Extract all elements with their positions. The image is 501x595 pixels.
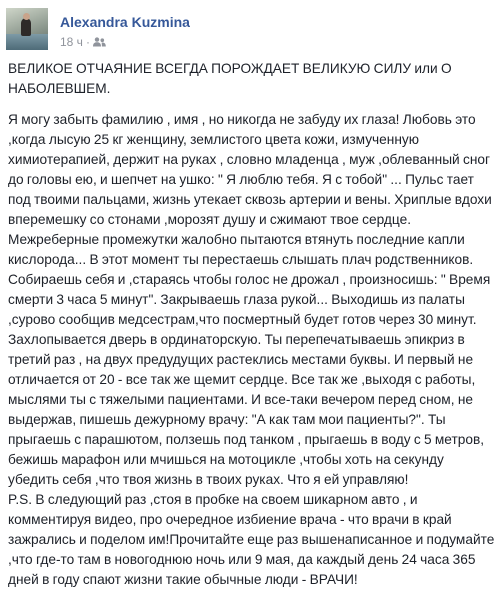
avatar-figure bbox=[21, 18, 31, 36]
friends-icon[interactable] bbox=[93, 37, 106, 47]
author-avatar[interactable] bbox=[6, 8, 48, 50]
post-headline: ВЕЛИКОЕ ОТЧАЯНИЕ ВСЕГДА ПОРОЖДАЕТ ВЕЛИКУЮ СИЛУ или О НАБОЛЕВШЕМ. bbox=[8, 61, 452, 96]
post-paragraph-main: Я могу забыть фамилию , имя , но никогда не забуду их глаза! Любовь это ,когда лысую 25 кг женщину, землистого цвета кожи, измученную химиотерапией, держит на руках , словно младенца , муж ,облеванный сног до головы ею, и шепчет на ушко: " Я люблю тебя. Я с тобой" ... Пульс тает под твоими пальцами, жизнь утекает сквозь артерии и вены. Хриплые вдохи вперемешку со стонами ,морозят душу и сжимают твое сердце. Межреберные промежутки жалобно пытаются втянуть последние капли кислорода... В этот момент ты перестаешь слышать плач родственников. Собираешь себя и ,стараясь чтобы голос не дрожал , произносишь: " Время смерти 3 часа 5 минут". Закрываешь глаза рукой... Выходишь из палаты ,сурово сообщив медсестрам,что посмертный будет готов через 30 минут. Захлопывается дверь в ординаторскую. Ты перепечатываешь эпикриз в третий раз , на двух предудущих растеклись местами буквы. И первый не отличается от 20 - все так же щемит сердце. Все так же ,выходя с работы, мыслями ты с тяжелыми пациентами. И все-таки вечером перед сном, не выдержав, пишешь дежурному врачу: "А как там мои пациенты?". Ты прыгаешь с парашютом, ползешь под танком , прыгаешь в воду с 5 метров, бежишь марафон или мчишься на мотоцикле ,чтобы хоть на секунду убедить себя ,что твоя жизнь в твоих руках. Что я ей управляю! bbox=[8, 112, 492, 487]
author-name-link[interactable]: Alexandra Kuzmina bbox=[60, 14, 190, 30]
avatar-water bbox=[6, 34, 48, 50]
avatar-head bbox=[23, 13, 30, 20]
post-body bbox=[8, 59, 496, 590]
post-paragraph-ps: P.S. В следующий раз ,стоя в пробке на своем шикарном авто , и комментируя видео, про очередное избиение врача - что врачи в край зажрались и поделом им!Прочитайте еще раз вышенаписанное и подумайте ,что где-то там в новогоднюю ночь или 9 мая, да каждый день 24 часа 365 дней в году спают жизни такие обычные люди - ВРАЧИ! bbox=[8, 492, 495, 587]
meta-separator: · bbox=[85, 35, 90, 49]
post-timestamp[interactable]: 18 ч bbox=[60, 35, 83, 49]
post-meta bbox=[60, 35, 106, 49]
